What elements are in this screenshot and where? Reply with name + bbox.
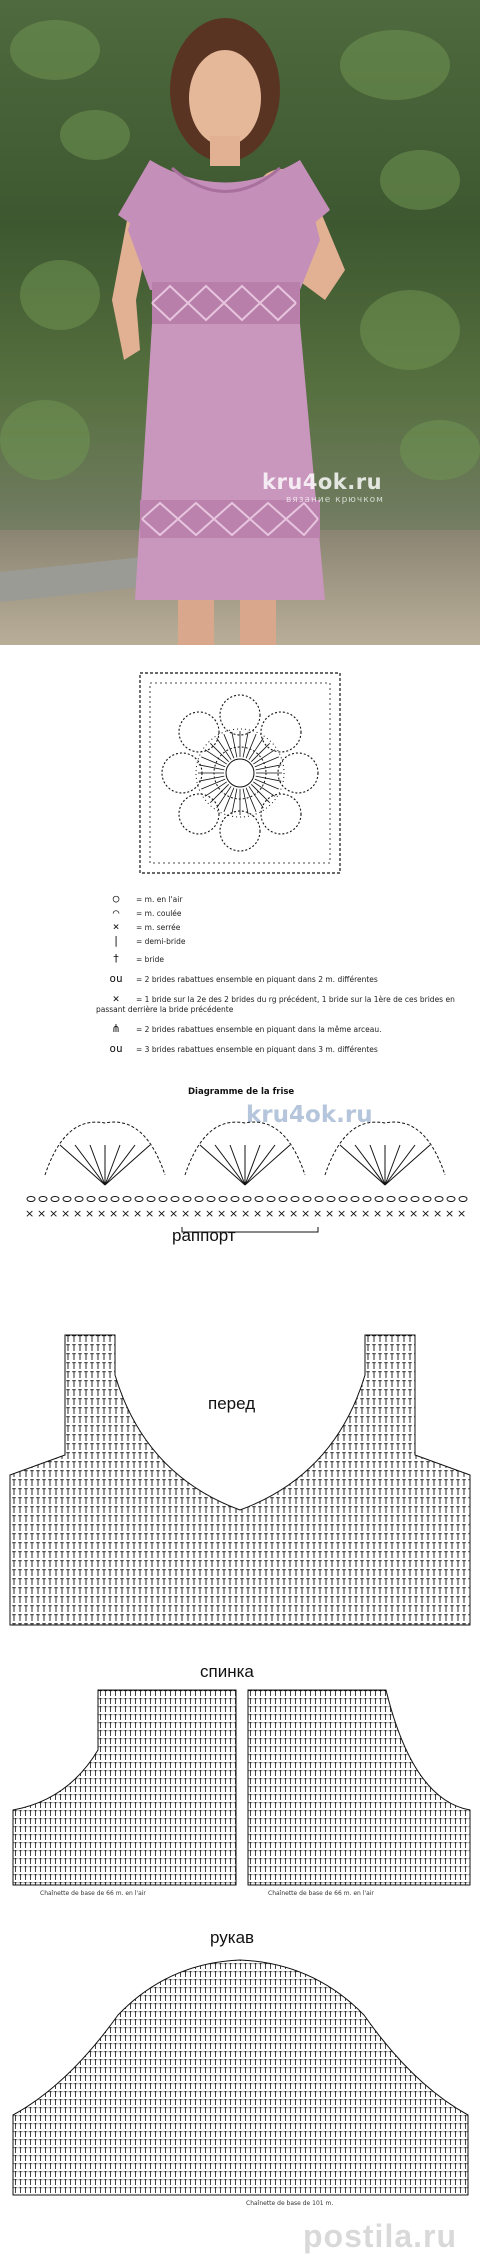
legend-symbol: ○	[112, 892, 120, 905]
legend-symbol: ×	[112, 920, 120, 933]
legend-item	[96, 934, 456, 947]
legend-symbol: ou	[109, 1042, 123, 1055]
svg-text:×: ×	[61, 1207, 71, 1220]
svg-text:×: ×	[409, 1207, 419, 1220]
back-caption-left: Chaînette de base de 66 m. en l'air	[40, 1890, 146, 1897]
legend-text: = m. serrée	[136, 923, 181, 932]
legend-symbol: ⌒	[112, 906, 120, 919]
svg-text:×: ×	[37, 1207, 47, 1220]
svg-text:×: ×	[133, 1207, 143, 1220]
legend-text: = m. en l'air	[136, 895, 183, 904]
svg-text:×: ×	[25, 1207, 35, 1220]
svg-text:×: ×	[313, 1207, 323, 1220]
svg-text:×: ×	[301, 1207, 311, 1220]
svg-text:×: ×	[97, 1207, 107, 1220]
dress-photo	[0, 0, 480, 645]
svg-text:×: ×	[289, 1207, 299, 1220]
svg-text:×: ×	[241, 1207, 251, 1220]
legend-symbol: ou	[109, 972, 123, 985]
svg-text:×: ×	[169, 1207, 179, 1220]
svg-text:×: ×	[349, 1207, 359, 1220]
svg-text:×: ×	[433, 1207, 443, 1220]
legend-text: = bride	[136, 955, 164, 964]
svg-text:×: ×	[253, 1207, 263, 1220]
svg-text:×: ×	[193, 1207, 203, 1220]
photo-watermark-sub: вязание крючком	[286, 495, 384, 505]
legend-item	[96, 972, 456, 985]
postila-logo[interactable]: postila.ru	[303, 2218, 458, 2254]
frieze-watermark: kru4ok.ru	[246, 1102, 373, 1128]
svg-text:×: ×	[109, 1207, 119, 1220]
rapport-bracket	[180, 1225, 320, 1235]
legend-item	[96, 1042, 456, 1055]
svg-text:×: ×	[397, 1207, 407, 1220]
model-figure	[0, 0, 480, 645]
svg-text:×: ×	[121, 1207, 131, 1220]
svg-text:×: ×	[445, 1207, 455, 1220]
svg-text:×: ×	[181, 1207, 191, 1220]
rapport-label: раппорт	[172, 1226, 236, 1245]
svg-text:×: ×	[325, 1207, 335, 1220]
legend-symbol: |	[112, 934, 120, 947]
svg-text:×: ×	[73, 1207, 83, 1220]
back-label: спинка	[200, 1662, 254, 1681]
svg-text:×: ×	[361, 1207, 371, 1220]
front-pattern	[5, 1335, 475, 1635]
legend-symbol: ✕	[112, 992, 120, 1005]
legend-text: = 2 brides rabattues ensemble en piquant dans la même arceau.	[136, 1025, 382, 1034]
svg-text:×: ×	[205, 1207, 215, 1220]
sleeve-caption: Chaînette de base de 101 m.	[246, 2200, 334, 2207]
svg-text:×: ×	[217, 1207, 227, 1220]
legend-item	[96, 920, 456, 933]
frieze-title: Diagramme de la frise	[188, 1087, 295, 1097]
sleeve-label: рукав	[210, 1928, 255, 1947]
photo-watermark: kru4ok.ru	[262, 470, 383, 494]
legend-text: = 2 brides rabattues ensemble en piquant dans 2 m. différentes	[136, 975, 378, 984]
svg-text:×: ×	[85, 1207, 95, 1220]
legend-text: = m. coulée	[136, 909, 182, 918]
svg-text:×: ×	[277, 1207, 287, 1220]
legend-item	[96, 892, 456, 905]
legend-text: = demi-bride	[136, 937, 186, 946]
back-pattern	[8, 1690, 474, 1905]
legend-item	[96, 906, 456, 919]
legend-item	[96, 952, 456, 965]
legend-symbol: †	[112, 952, 120, 965]
legend-text: = 1 bride sur la 2e des 2 brides du rg précédent, 1 bride sur la 1ère de ces brides en passant derrière la bride précédente	[96, 995, 455, 1014]
square-motif-diagram	[132, 665, 348, 881]
svg-text:×: ×	[337, 1207, 347, 1220]
svg-text:×: ×	[49, 1207, 59, 1220]
legend-text: = 3 brides rabattues ensemble en piquant dans 3 m. différentes	[136, 1045, 378, 1054]
svg-text:×: ×	[145, 1207, 155, 1220]
back-caption-right: Chaînette de base de 66 m. en l'air	[268, 1890, 374, 1897]
svg-text:×: ×	[157, 1207, 167, 1220]
sleeve-pattern	[8, 1955, 474, 2225]
svg-text:×: ×	[373, 1207, 383, 1220]
svg-text:×: ×	[385, 1207, 395, 1220]
frieze-diagram	[25, 1115, 465, 1225]
legend-item	[96, 1022, 456, 1035]
svg-text:×: ×	[421, 1207, 431, 1220]
svg-text:×: ×	[265, 1207, 275, 1220]
legend-item	[96, 992, 456, 1014]
legend-symbol: ⋔	[111, 1022, 121, 1035]
svg-text:×: ×	[457, 1207, 467, 1220]
front-label: перед	[208, 1394, 256, 1413]
svg-text:×: ×	[229, 1207, 239, 1220]
